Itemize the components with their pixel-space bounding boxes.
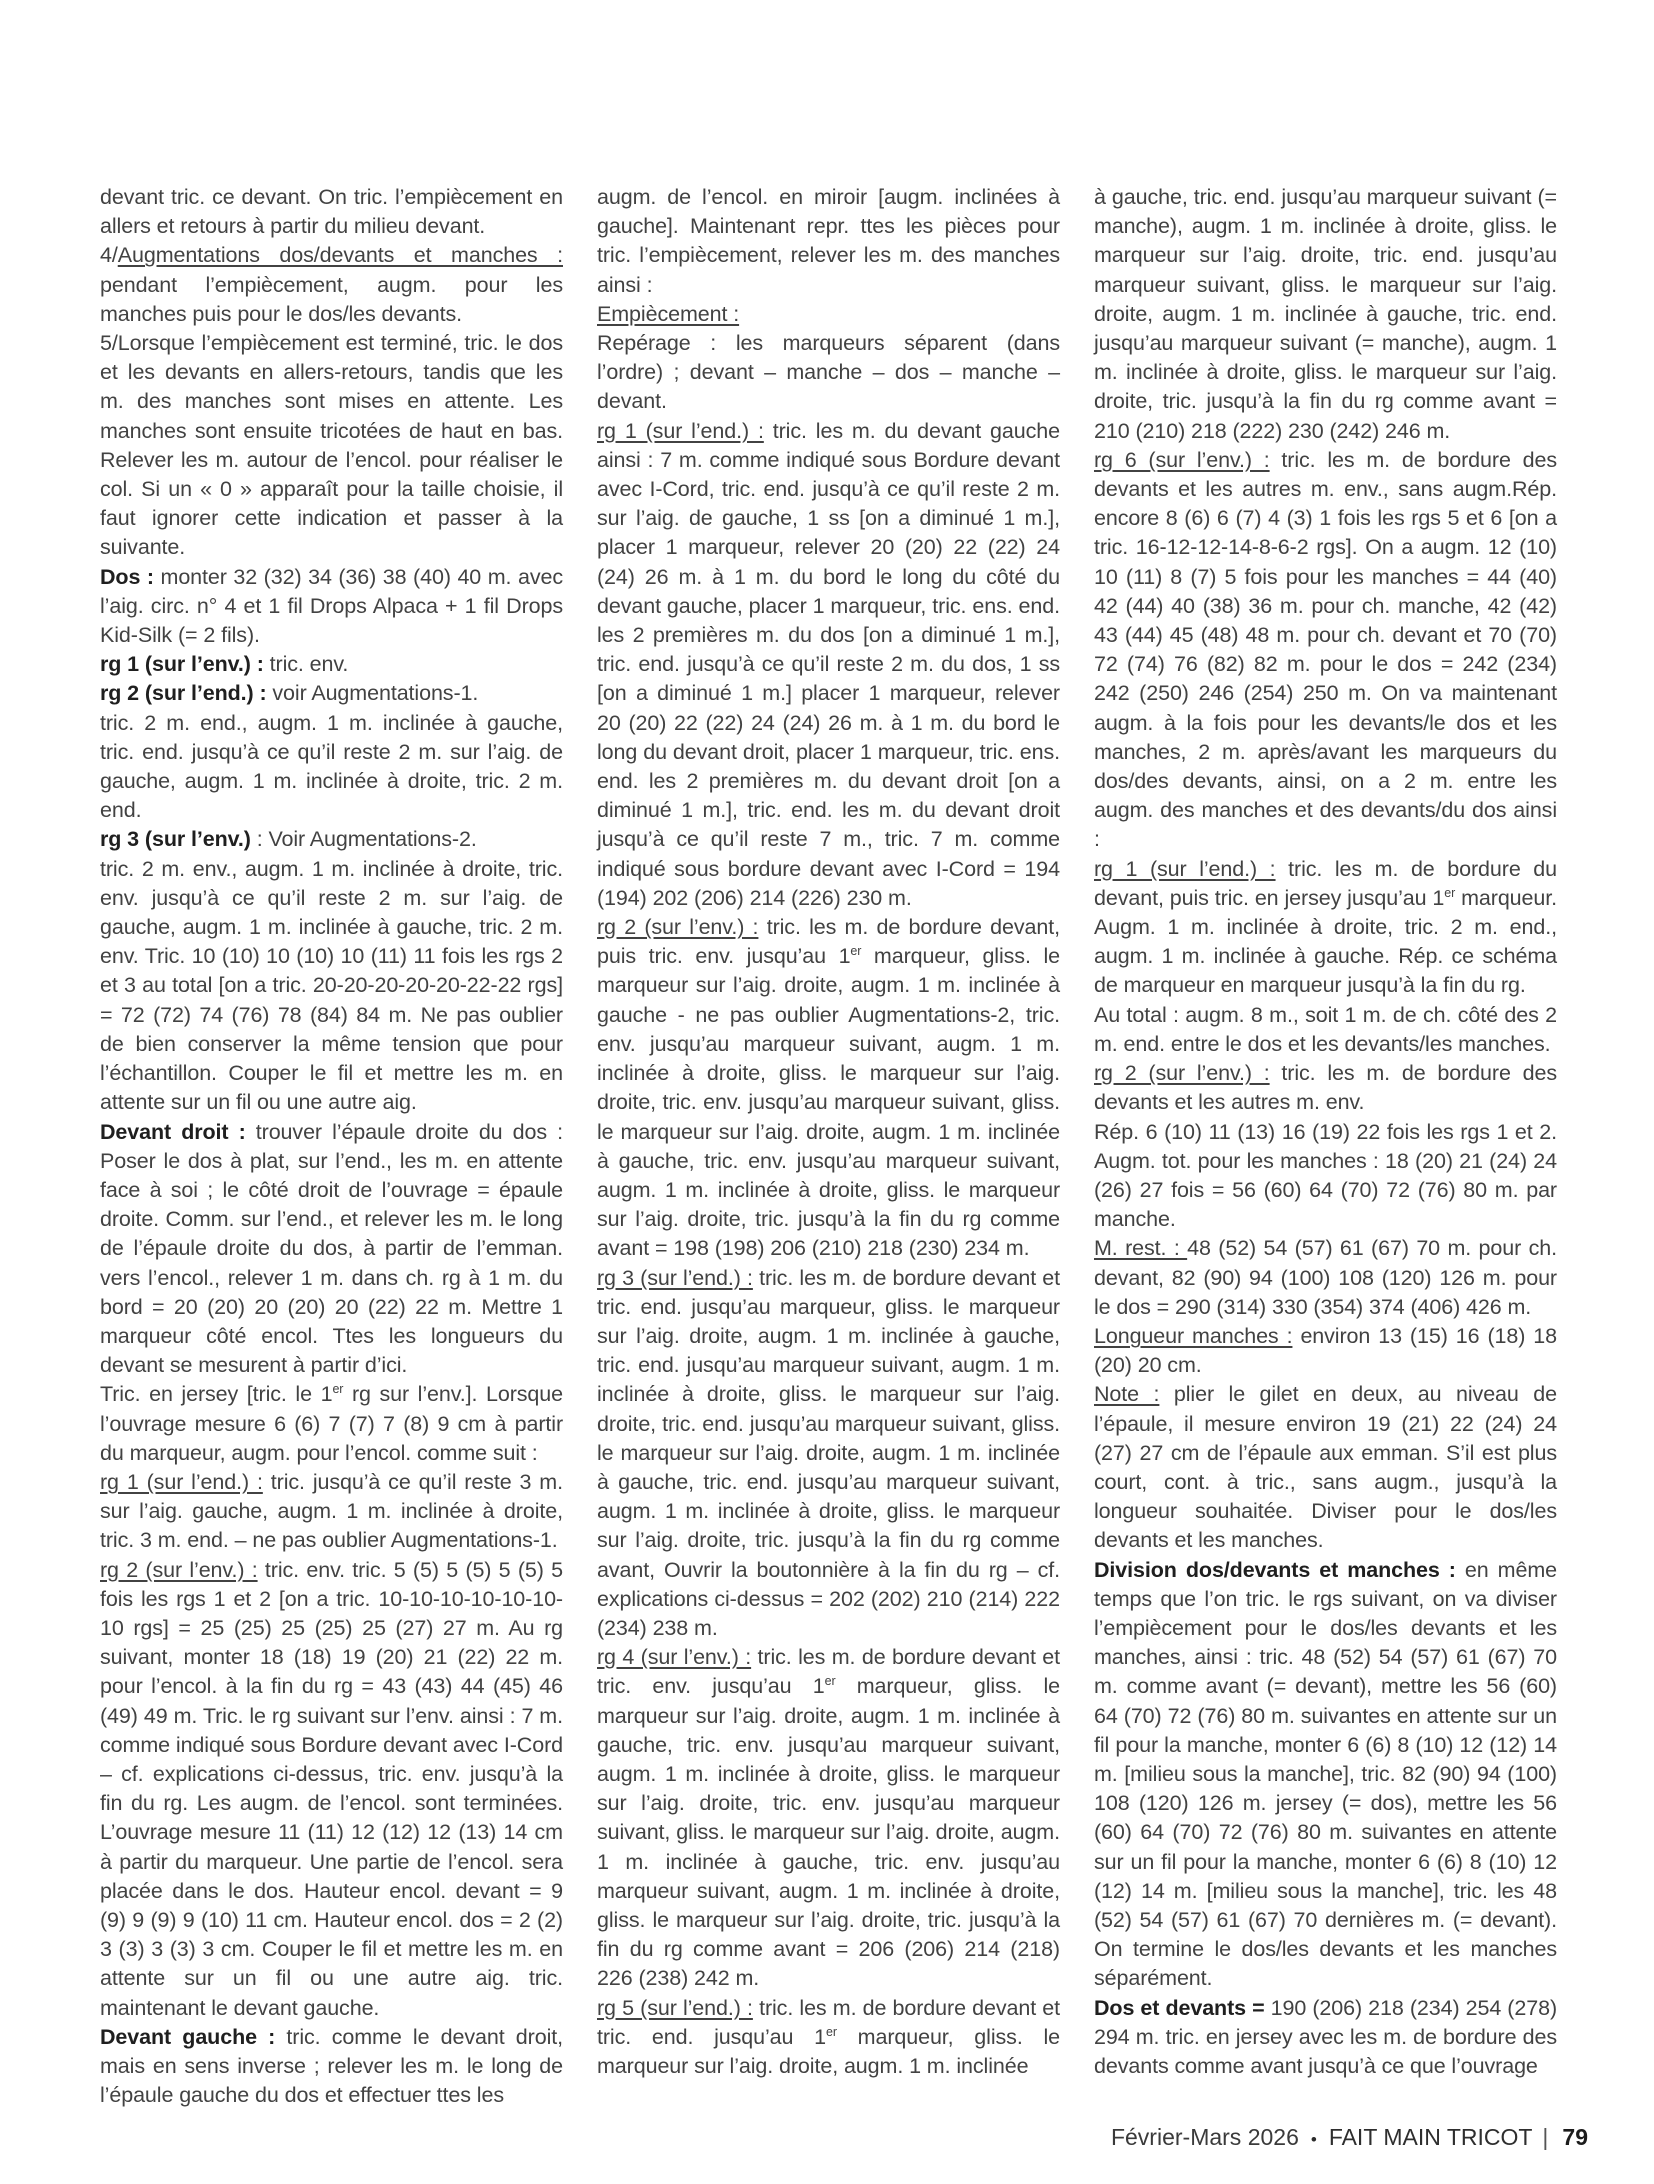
paragraph [100, 709, 563, 826]
underlined-run: rg 6 (sur l’env.) : [1094, 447, 1270, 472]
paragraph [1094, 1380, 1557, 1555]
text-run: tric. env. [263, 652, 349, 677]
bold-run: Dos et devants = [1094, 1995, 1265, 2020]
paragraph [1094, 1994, 1557, 2082]
underlined-run: rg 2 (sur l’env.) : [1094, 1061, 1270, 1086]
underlined-run: Empiècement : [597, 301, 740, 326]
paragraph [1094, 1322, 1557, 1380]
paragraph [100, 679, 563, 708]
paragraph [597, 300, 1060, 329]
text-run: marqueur, gliss. le marqueur sur l’aig. droite, augm. 1 m. inclinée à gauche, tric. env. jusqu’au marqueur suivant, augm. 1 m. inclinée à droite, gliss. le marqueur sur l’aig. droite, tric. env. jusqu’au marqueur suivant, gliss. le marqueur sur l’aig. droite, augm. 1 m. inclinée à gauche, tric. env. jusqu’au marqueur suivant, augm. 1 m. inclinée à droite, gliss. le marqueur sur l’aig. droite, tric. jusqu’à la fin du rg comme avant = 206 (206) 214 (218) 226 (238) 242 m. [597, 1674, 1060, 1991]
text-run: tric. 2 m. env., augm. 1 m. inclinée à droite, tric. env. jusqu’à ce qu’il reste 2 m. sur l’aig. de gauche, augm. 1 m. inclinée à gauche, tric. 2 m. env. Tric. 10 (10) 10 (10) 10 (11) 11 fois les rgs 2 et 3 au total [on a tric. 20-20-20-20-20-22-22 rgs] = 72 (72) 74 (76) 78 (84) 84 m. Ne pas oublier de bien conserver la même tension que pour l’échantillon. Couper le fil et mettre les m. en attente sur un fil ou une autre aig. [100, 856, 563, 1115]
bold-run: rg 2 (sur l’end.) : [100, 681, 267, 706]
footer-magazine-title: FAIT MAIN TRICOT [1328, 2124, 1533, 2150]
text-run: Au total : augm. 8 m., soit 1 m. de ch. côté des 2 m. end. entre le dos et les devants/les manches. [1094, 1002, 1557, 1056]
underlined-run: rg 2 (sur l’env.) : [100, 1557, 258, 1582]
paragraph [597, 913, 1060, 1263]
text-run: Rép. 6 (10) 11 (13) 16 (19) 22 fois les rgs 1 et 2. Augm. tot. pour les manches : 18 (20) 21 (24) 24 (26) 27 fois = 56 (60) 64 (70) 72 (76) 80 m. par manche. [1094, 1119, 1557, 1232]
text-run: tric. les m. de bordure devant et tric. end. jusqu’au marqueur, gliss. le marqueur sur l’aig. droite, augm. 1 m. inclinée à gauche, tric. end. jusqu’au marqueur suivant, augm. 1 m. inclinée à droite, gliss. le marqueur sur l’aig. droite, tric. end. jusqu’au marqueur suivant, gliss. le marqueur sur l’aig. droite, augm. 1 m. inclinée à gauche, tric. end. jusqu’au marqueur suivant, augm. 1 m. inclinée à droite, gliss. le marqueur sur l’aig. droite, tric. jusqu’à la fin du rg comme avant, Ouvrir la boutonnière à la fin du rg – cf. explications ci-dessus = 202 (202) 210 (214) 222 (234) 238 m. [597, 1265, 1060, 1640]
text-run: marqueur, gliss. le marqueur sur l’aig. droite, augm. 1 m. inclinée à gauche - ne pas oublier Augmentations-2, tric. env. jusqu’au marqueur suivant, augm. 1 m. inclinée à droite, gliss. le marqueur sur l’aig. droite, tric. env. jusqu’au marqueur suivant, gliss. le marqueur sur l’aig. droite, augm. 1 m. inclinée à gauche, tric. env. jusqu’au marqueur suivant, augm. 1 m. inclinée à droite, gliss. le marqueur sur l’aig. droite, tric. jusqu’à la fin du rg comme avant = 198 (198) 206 (210) 218 (230) 234 m. [597, 944, 1060, 1261]
paragraph [597, 417, 1060, 913]
text-column-middle [597, 183, 1060, 2081]
text-run: devant tric. ce devant. On tric. l’empiècement en allers et retours à partir du milieu devant. [100, 185, 563, 239]
paragraph [1094, 1059, 1557, 1117]
text-column-right [1094, 183, 1557, 2081]
text-run: marqueur, gliss. le marqueur sur l’aig. droite, augm. 1 m. inclinée [597, 2024, 1060, 2078]
paragraph [1094, 446, 1557, 855]
text-run: plier le gilet en deux, au niveau de l’épaule, il mesure environ 19 (21) 22 (24) 24 (27) 27 cm de l’épaule aux emman. S’il est plus court, cont. à tric., sans augm., jusqu’à la longueur souhaitée. Diviser pour le dos/les devants et les manches. [1094, 1382, 1557, 1553]
text-run: tric. les m. du devant gauche ainsi : 7 m. comme indiqué sous Bordure devant avec I-Cord, tric. end. jusqu’à ce qu’il reste 2 m. sur l’aig. de gauche, 1 ss [on a diminué 1 m.], placer 1 marqueur, relever 20 (20) 22 (22) 24 (24) 26 m. à 1 m. du bord le long du côté du devant gauche, placer 1 marqueur, tric. ens. end. les 2 premières m. du dos [on a diminué 1 m.], tric. end. jusqu’à ce qu’il reste 2 m. du dos, 1 ss [on a diminué 1 m.] placer 1 marqueur, relever 20 (20) 22 (22) 24 (24) 26 m. à 1 m. du bord le long du devant droit, placer 1 marqueur, tric. ens. end. les 2 premières m. du devant droit [on a diminué 1 m.], tric. end. les m. du devant droit jusqu’à ce qu’il reste 7 m., tric. 7 m. comme indiqué sous bordure devant avec I-Cord = 194 (194) 202 (206) 214 (226) 230 m. [597, 418, 1060, 910]
text-run: tric. comme le devant droit, mais en sens inverse ; relever les m. le long de l’épaule gauche du dos et effectuer ttes les [100, 2024, 563, 2108]
underlined-run: M. rest. : [1094, 1236, 1188, 1261]
bar-separator: | [1542, 2124, 1549, 2150]
paragraph [597, 329, 1060, 417]
text-run: à gauche, tric. end. jusqu’au marqueur suivant (= manche), augm. 1 m. inclinée à droite, gliss. le marqueur sur l’aig. droite, tric. end. jusqu’au marqueur suivant, gliss. le marqueur sur l’aig. droite, augm. 1 m. inclinée à gauche, tric. end. jusqu’au marqueur suivant (= manche), augm. 1 m. inclinée à droite, gliss. le marqueur sur l’aig. droite, tric. jusqu’à la fin du rg comme avant = 210 (210) 218 (222) 230 (242) 246 m. [1094, 185, 1557, 443]
paragraph [1094, 1234, 1557, 1322]
text-run: 4/ [100, 243, 118, 268]
paragraph [100, 1118, 563, 1381]
paragraph [100, 1468, 563, 1556]
text-run: marqueur. Augm. 1 m. inclinée à droite, tric. 2 m. end., augm. 1 m. inclinée à gauche. Rép. ce schéma de marqueur en marqueur jusqu’à la fin du rg. [1094, 885, 1557, 998]
text-run: augm. de l’encol. en miroir [augm. inclinées à gauche]. Maintenant repr. ttes les pièces pour tric. l’empiècement, relever les m. des manches ainsi : [597, 185, 1060, 297]
underlined-run: rg 4 (sur l’env.) : [597, 1645, 752, 1670]
paragraph [597, 1994, 1060, 2082]
text-column-left [100, 183, 563, 2110]
text-run: tric. les m. de bordure devant et tric. env. jusqu’au 1 [597, 1645, 1061, 1699]
bullet-separator: • [1310, 2130, 1317, 2149]
text-run: 48 (52) 54 (57) 61 (67) 70 m. pour ch. devant, 82 (90) 94 (100) 108 (120) 126 m. pour le dos = 290 (314) 330 (354) 374 (406) 426 m. [1094, 1236, 1557, 1319]
paragraph [1094, 1001, 1557, 1059]
underlined-run: rg 3 (sur l’end.) : [597, 1265, 753, 1290]
text-run: tric. les m. de bordure des devants et les autres m. env., sans augm.Rép. encore 8 (6) 6 (7) 4 (3) 1 fois les rgs 5 et 6 [on a tric. 16-12-12-14-8-6-2 rgs]. On a augm. 12 (10) 10 (11) 8 (7) 5 fois pour les manches = 44 (40) 42 (44) 40 (38) 36 m. pour ch. manche, 42 (42) 43 (44) 45 (48) 48 m. pour ch. devant et 70 (70) 72 (74) 76 (82) 82 m. pour le dos = 242 (234) 242 (250) 246 (254) 250 m. On va maintenant augm. à la fois pour les devants/le dos et les manches, 2 m. après/avant les marqueurs du dos/des devants, ainsi, on a 2 m. entre les augm. des manches et des devants/du dos ainsi : [1094, 447, 1557, 852]
text-run: tric. 2 m. end., augm. 1 m. inclinée à gauche, tric. end. jusqu’à ce qu’il reste 2 m. sur l’aig. de gauche, augm. 1 m. inclinée à droite, tric. 2 m. end. [100, 710, 563, 823]
text-run: 190 (206) 218 (234) 254 (278) 294 m. tric. en jersey avec les m. de bordure des devants comme avant jusqu’à ce que l’ouvrage [1094, 1995, 1558, 2078]
superscript-run: er [826, 2024, 837, 2039]
bold-run: Dos : [100, 564, 154, 589]
bold-run: Division dos/devants et manches : [1094, 1557, 1456, 1582]
underlined-run: Note : [1094, 1382, 1160, 1407]
paragraph [1094, 183, 1557, 446]
text-run: voir Augmentations-1. [266, 681, 479, 706]
page-number: 79 [1562, 2124, 1588, 2150]
superscript-run: er [850, 944, 862, 959]
underlined-run: rg 1 (sur l’end.) : [1094, 856, 1276, 881]
footer-issue-date: Février-Mars 2026 [1110, 2124, 1299, 2150]
paragraph [100, 825, 563, 854]
text-run: monter 32 (32) 34 (36) 38 (40) 40 m. avec l’aig. circ. n° 4 et 1 fil Drops Alpaca + 1 fil Drops Kid-Silk (= 2 fils). [100, 564, 563, 648]
paragraph [100, 183, 563, 241]
underlined-run: rg 2 (sur l’env.) : [597, 915, 759, 940]
bold-run: Devant droit : [100, 1119, 246, 1144]
text-run: rg sur l’env.]. Lorsque l’ouvrage mesure 6 (6) 7 (7) 7 (8) 9 cm à partir du marqueur, augm. pour l’encol. comme suit : [100, 1382, 564, 1465]
paragraph [100, 650, 563, 679]
text-run: tric. les m. de bordure du devant, puis tric. en jersey jusqu’au 1 [1094, 856, 1557, 910]
text-run: tric. les m. de bordure des devants et les autres m. env. [1094, 1061, 1557, 1115]
paragraph [100, 241, 563, 329]
text-run: tric. env. tric. 5 (5) 5 (5) 5 (5) 5 fois les rgs 1 et 2 [on a tric. 10-10-10-10-10-10-10 rgs] = 25 (25) 25 (25) 25 (27) 27 m. Au rg suivant, monter 18 (18) 19 (20) 21 (22) 22 m. pour l’encol. à la fin du rg = 43 (43) 44 (45) 46 (49) 49 m. Tric. le rg suivant sur l’env. ainsi : 7 m. comme indiqué sous Bordure devant avec I-Cord – cf. explications ci-dessus, tric. env. jusqu’à la fin du rg. Les augm. de l’encol. sont terminées. L’ouvrage mesure 11 (11) 12 (12) 12 (13) 14 cm à partir du marqueur. Une partie de l’encol. sera placée dans le dos. Hauteur encol. devant = 9 (9) 9 (9) 9 (10) 11 cm. Hauteur encol. dos = 2 (2) 3 (3) 3 (3) 3 cm. Couper le fil et mettre les m. en attente sur un fil ou une autre aig. tric. maintenant le devant gauche. [100, 1557, 563, 2020]
paragraph [100, 329, 563, 563]
underlined-run: Longueur manches : [1094, 1323, 1293, 1348]
text-run: trouver l’épaule droite du dos : Poser le dos à plat, sur l’end., les m. en attente face à soi ; le côté droit de l’ouvrage = épaule droite. Comm. sur l’end., et relever les m. le long de l’épaule droite du dos, à partir de l’emman. vers l’encol., relever 1 m. dans ch. rg à 1 m. du bord = 20 (20) 20 (20) 20 (22) 22 m. Mettre 1 marqueur côté encol. Ttes les longueurs du devant se mesurent à partir d’ici. [100, 1119, 564, 1378]
text-run: : Voir Augmentations-2. [250, 827, 477, 852]
text-run: tric. les m. de bordure devant, puis tric. env. jusqu’au 1 [597, 915, 1060, 969]
text-run: 5/Lorsque l’empiècement est terminé, tric. le dos et les devants en allers-retours, tandis que les m. des manches sont mises en attente. Les manches sont ensuite tricotées de haut en bas. Relever les m. autour de l’encol. pour réaliser le col. Si un « 0 » apparaît pour la taille choisie, il faut ignorer cette indication et passer à la suivante. [100, 331, 563, 560]
superscript-run: er [332, 1382, 344, 1397]
paragraph [100, 1380, 563, 1468]
paragraph [100, 563, 563, 651]
paragraph [100, 855, 563, 1118]
paragraph [1094, 1118, 1557, 1235]
underlined-run: rg 1 (sur l’end.) : [597, 418, 764, 443]
bold-run: rg 1 (sur l’env.) : [100, 652, 264, 677]
paragraph [1094, 855, 1557, 1001]
underlined-run: rg 5 (sur l’end.) : [597, 1995, 753, 2020]
text-run: tric. jusqu’à ce qu’il reste 3 m. sur l’aig. gauche, augm. 1 m. inclinée à droite, tric. 3 m. end. – ne pas oublier Augmentations-1. [100, 1469, 563, 1553]
underlined-run: Augmentations dos/devants et manches : [117, 243, 563, 268]
bold-run: rg 3 (sur l’env.) [100, 827, 251, 852]
paragraph [597, 1264, 1060, 1644]
text-run: Repérage : les marqueurs séparent (dans l’ordre) ; devant – manche – dos – manche – devant. [597, 331, 1060, 414]
paragraph [100, 1556, 563, 2023]
superscript-run: er [824, 1674, 836, 1689]
text-run: pendant l’empiècement, augm. pour les manches puis pour le dos/les devants. [100, 272, 563, 326]
text-run: en même temps que l’on tric. le rgs suivant, on va diviser l’empiècement pour le dos/les devants et les manches, ainsi : tric. 48 (52) 54 (57) 61 (67) 70 m. comme avant (= devant), mettre les 56 (60) 64 (70) 72 (76) 80 m. suivantes en attente sur un fil pour la manche, monter 6 (6) 8 (10) 12 (12) 14 m. [milieu sous la manche], tric. 82 (90) 94 (100) 108 (120) 126 m. jersey (= dos), mettre les 56 (60) 64 (70) 72 (76) 80 m. suivantes en attente sur un fil pour la manche, monter 6 (6) 8 (10) 12 (12) 14 m. [milieu sous la manche], tric. les 48 (52) 54 (57) 61 (67) 70 dernières m. (= devant). On termine le dos/les devants et les manches séparément. [1094, 1557, 1557, 1991]
bold-run: Devant gauche : [100, 2024, 276, 2049]
paragraph [1094, 1556, 1557, 1994]
text-run: Tric. en jersey [tric. le 1 [100, 1382, 333, 1407]
paragraph [100, 2023, 563, 2111]
superscript-run: er [1444, 885, 1456, 900]
paragraph [597, 183, 1060, 300]
page-footer [1111, 2123, 1588, 2154]
underlined-run: rg 1 (sur l’end.) : [100, 1469, 263, 1494]
text-run: environ 13 (15) 16 (18) 18 (20) 20 cm. [1094, 1323, 1557, 1378]
paragraph [597, 1643, 1060, 1993]
text-run: tric. les m. de bordure devant et tric. end. jusqu’au 1 [597, 1995, 1060, 2049]
